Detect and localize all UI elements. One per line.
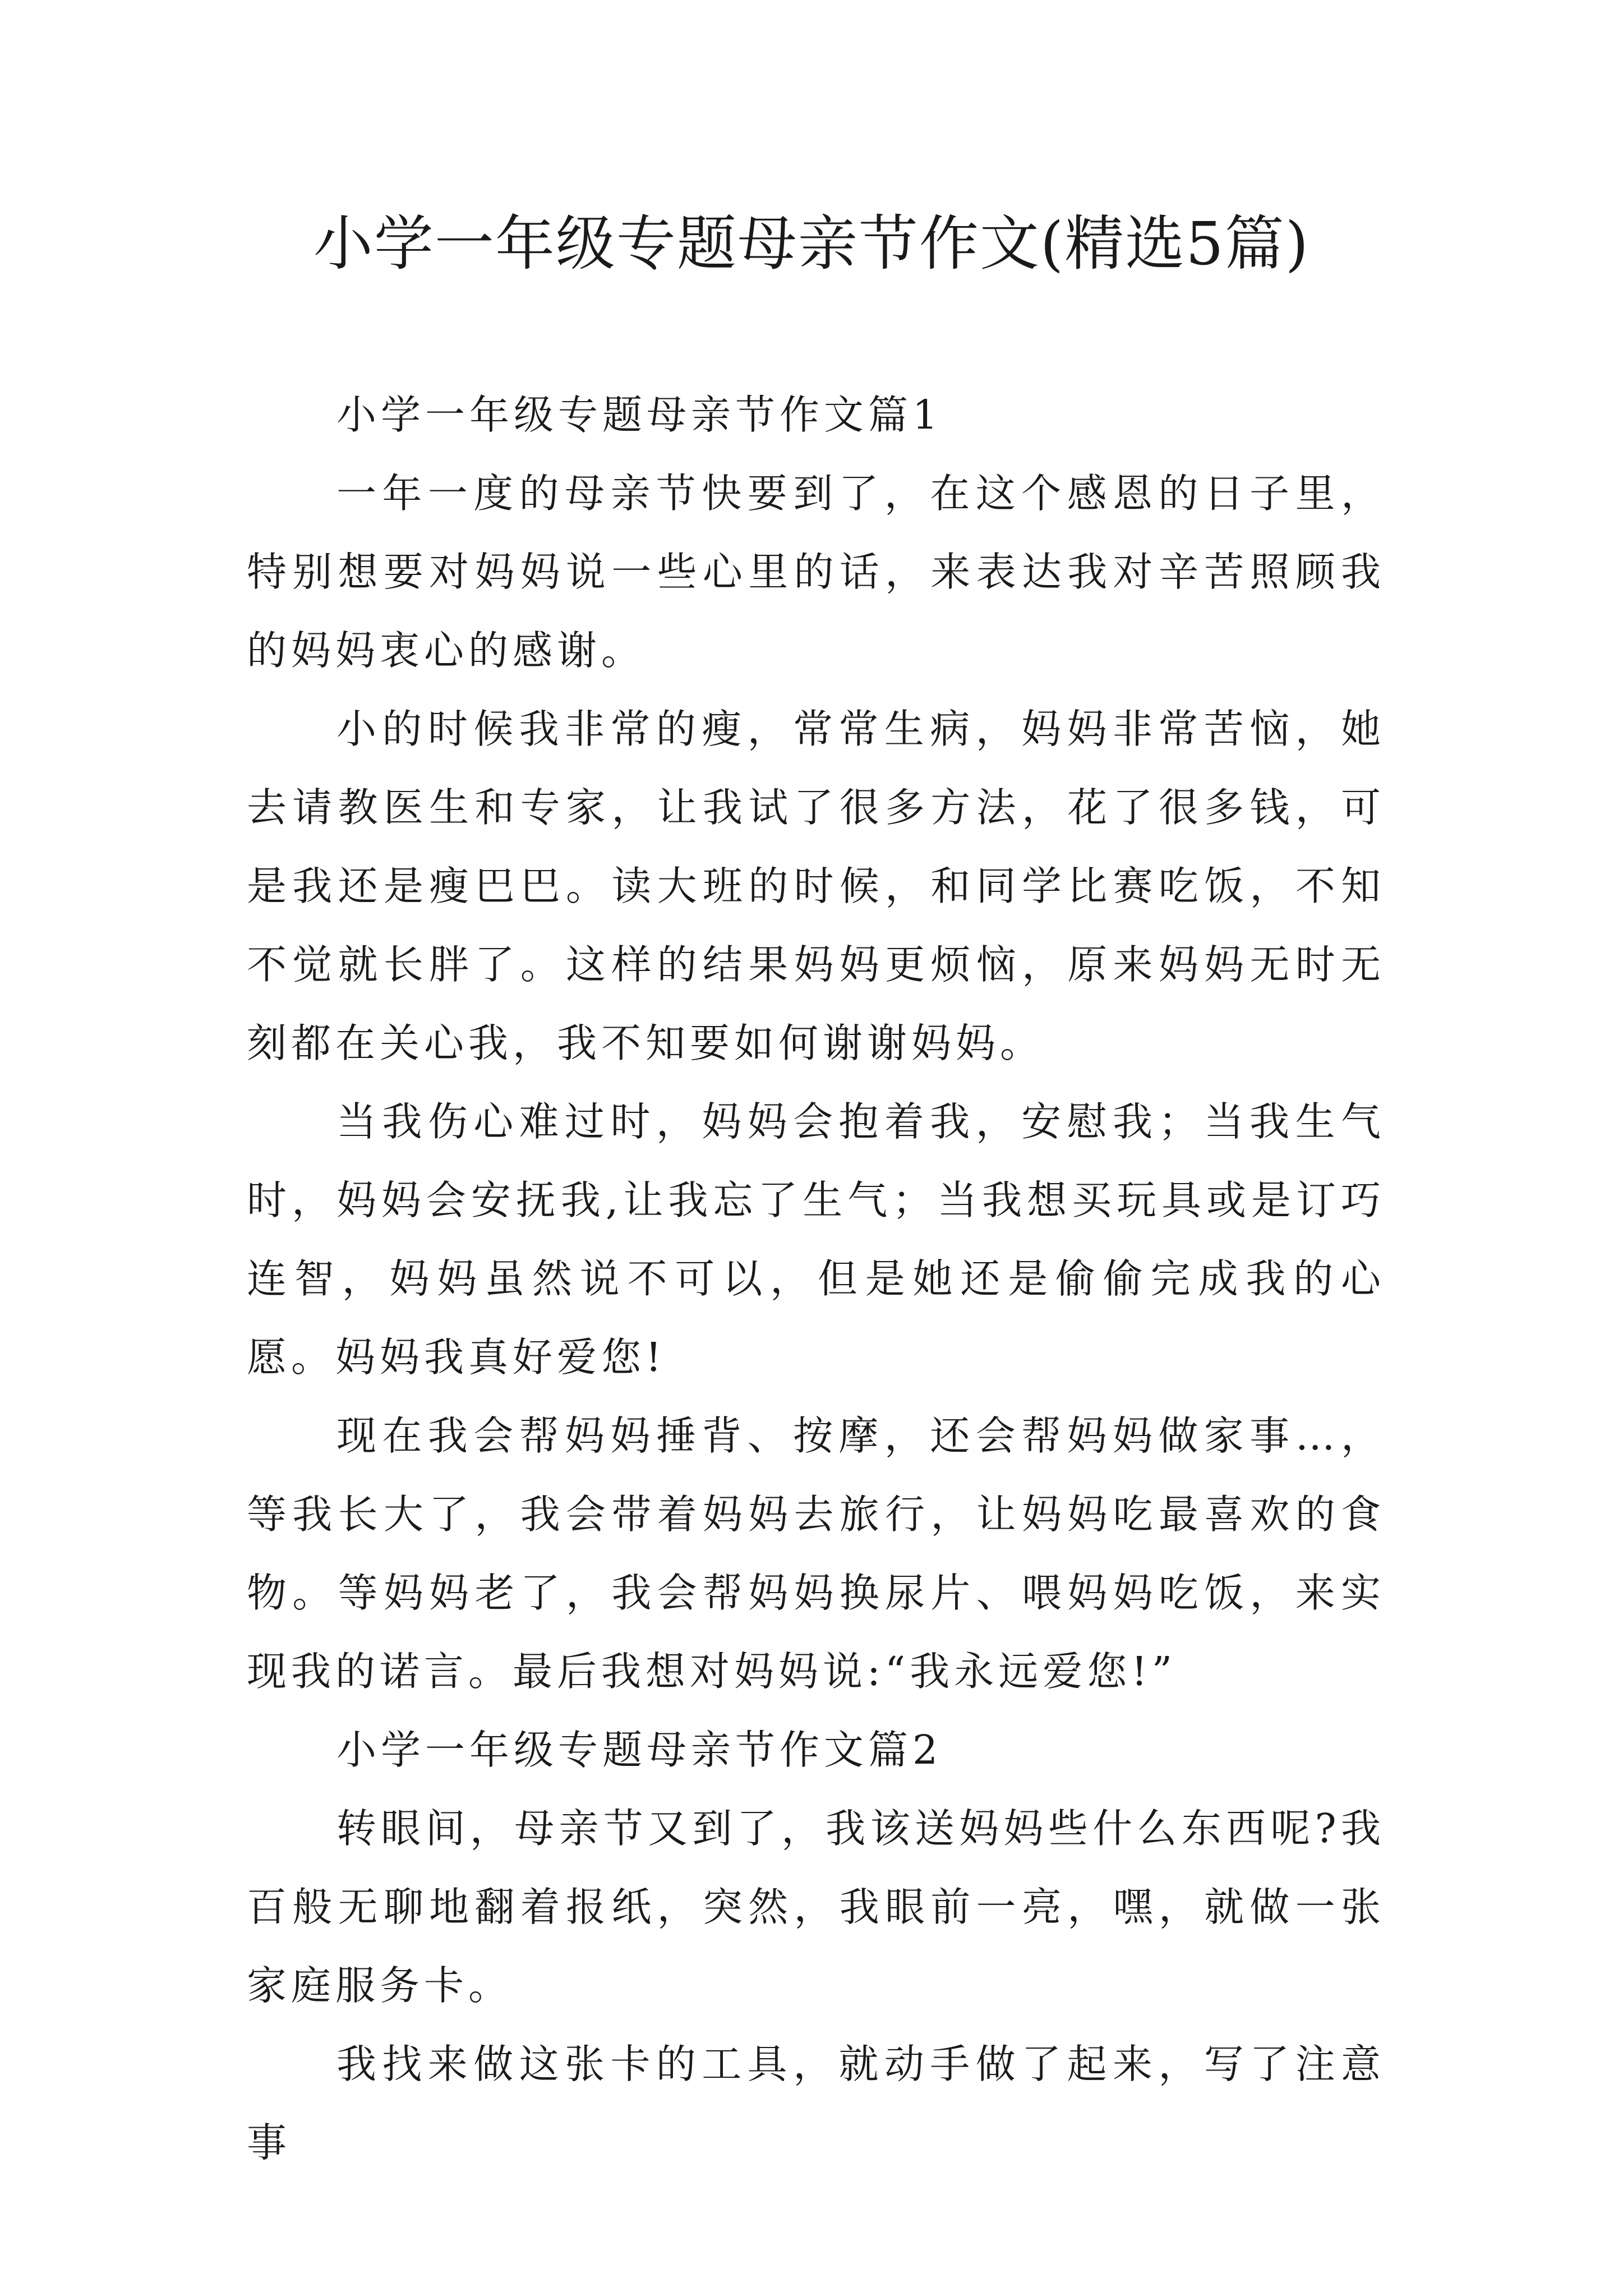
paragraph: 转眼间，母亲节又到了，我该送妈妈些什么东西呢?我百般无聊地翻着报纸，突然，我眼前一亮，嘿，就做一张家庭服务卡。 (247, 1805, 1385, 2009)
paragraph: 一年一度的母亲节快要到了，在这个感恩的日子里，特别想要对妈妈说一些心里的话，来表达我对辛苦照顾我的妈妈衷心的感谢。 (247, 470, 1385, 674)
section-heading: 小学一年级专题母亲节作文篇1 (336, 392, 943, 438)
essay-section-1 (247, 376, 1385, 1711)
essay-section-2 (247, 1711, 1385, 2182)
document-title: 小学一年级专题母亲节作文(精选5篇) (313, 209, 1310, 278)
paragraph: 我找来做这张卡的工具，就动手做了起来，写了注意事 (247, 2041, 1385, 2166)
document-body (247, 376, 1385, 2182)
paragraph: 当我伤心难过时，妈妈会抱着我，安慰我；当我生气时，妈妈会安抚我,让我忘了生气；当我想买玩具或是订巧连智，妈妈虽然说不可以，但是她还是偷偷完成我的心愿。妈妈我真好爱您! (247, 1098, 1385, 1381)
paragraph: 现在我会帮妈妈捶背、按摩，还会帮妈妈做家事…，等我长大了，我会带着妈妈去旅行，让妈妈吃最喜欢的食物。等妈妈老了，我会帮妈妈换尿片、喂妈妈吃饭，来实现我的诺言。最后我想对妈妈说:“我永远爱您!” (247, 1412, 1385, 1695)
paragraph: 小的时候我非常的瘦，常常生病，妈妈非常苦恼，她去请教医生和专家，让我试了很多方法，花了很多钱，可是我还是瘦巴巴。读大班的时候，和同学比赛吃饭，不知不觉就长胖了。这样的结果妈妈更烦恼，原来妈妈无时无刻都在关心我，我不知要如何谢谢妈妈。 (247, 706, 1385, 1066)
section-heading: 小学一年级专题母亲节作文篇2 (336, 1727, 943, 1773)
